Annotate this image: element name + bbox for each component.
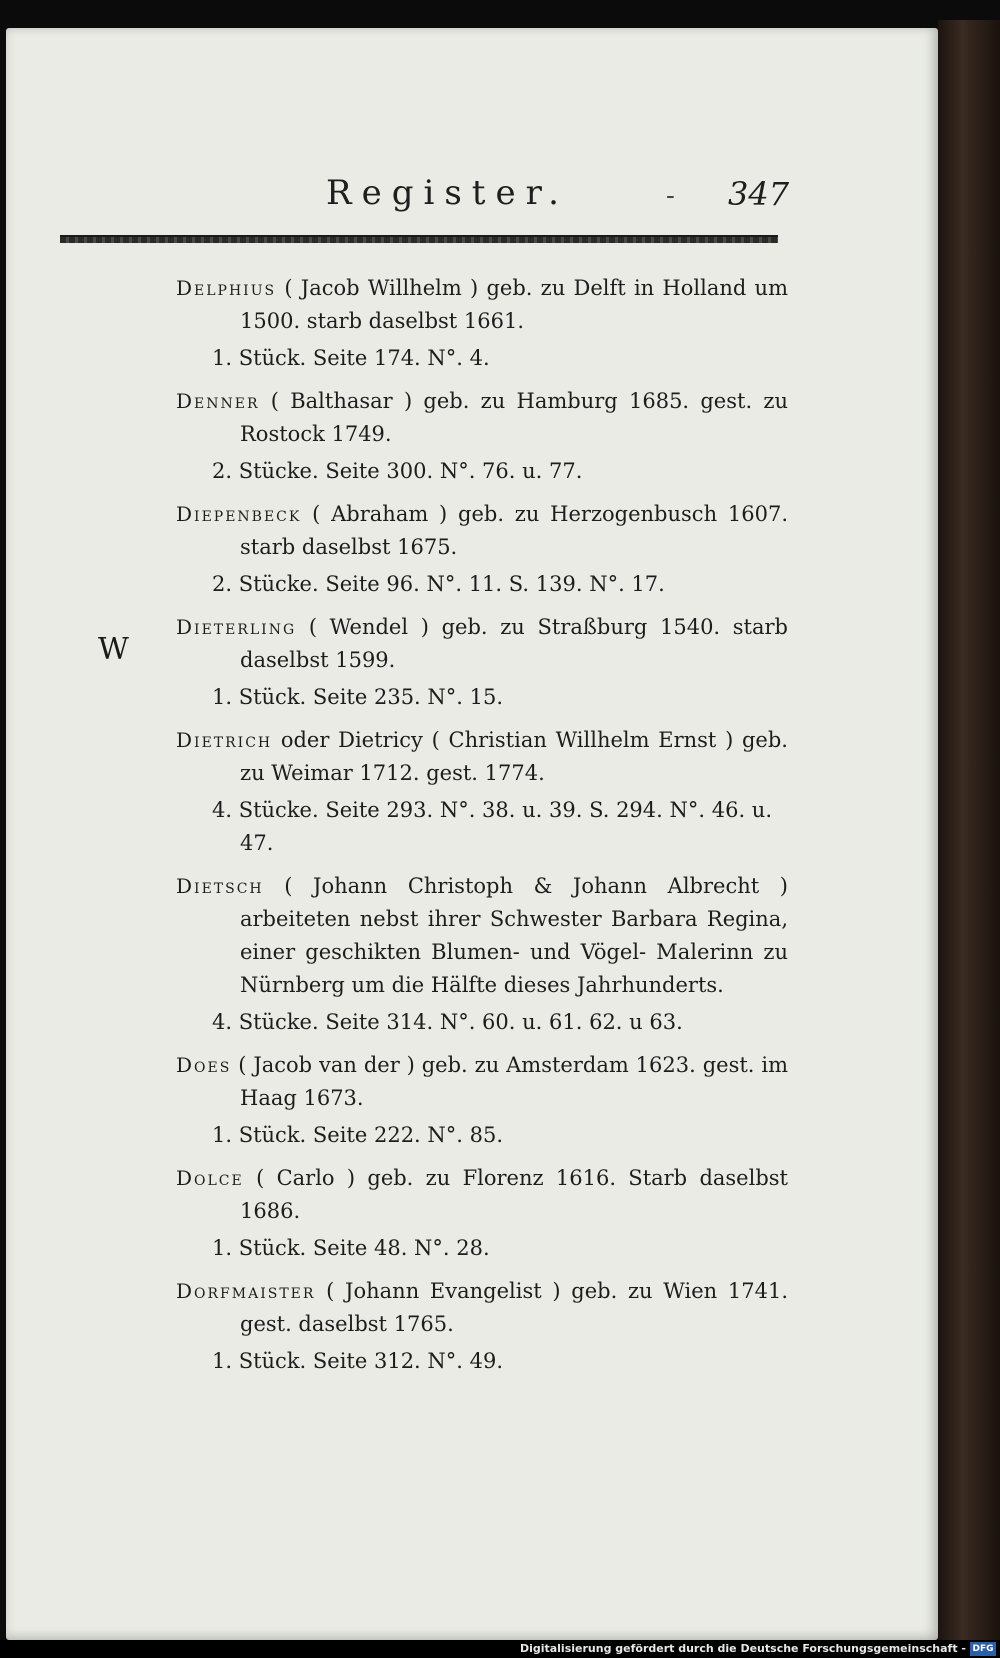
register-entry [176, 1162, 788, 1265]
entry-reference: 2. Stücke. Seite 96. N°. 11. S. 139. N°. 17. [212, 572, 665, 596]
entry-text [176, 272, 788, 338]
entry-reference: 1. Stück. Seite 222. N°. 85. [212, 1123, 504, 1147]
artist-details: ( Balthasar ) geb. zu Hamburg 1685. gest. zu Rostock 1749. [240, 389, 788, 446]
artist-details: ( Abraham ) geb. zu Herzogenbusch 1607. starb daselbst 1675. [240, 502, 788, 559]
artist-name: Dolce [176, 1166, 244, 1190]
artist-name: Delphius [176, 276, 277, 300]
artist-details: ( Jacob van der ) geb. zu Amsterdam 1623. gest. im Haag 1673. [238, 1053, 788, 1110]
register-entry [176, 498, 788, 601]
register-entry [176, 870, 788, 1039]
artist-details: ( Johann Evangelist ) geb. zu Wien 1741. gest. daselbst 1765. [240, 1279, 788, 1336]
artist-name: Denner [176, 389, 260, 413]
entry-text [176, 498, 788, 564]
entry-reference: 4. Stücke. Seite 293. N°. 38. u. 39. S. 294. N°. 46. u. 47. [212, 798, 772, 855]
book-page [6, 28, 938, 1640]
entry-reference: 2. Stücke. Seite 300. N°. 76. u. 77. [212, 459, 583, 483]
page-number: 347 [728, 175, 790, 213]
entry-text [176, 385, 788, 451]
footer-credit: Digitalisierung gefördert durch die Deutsche Forschungsgemeinschaft - [519, 1642, 966, 1655]
dfg-logo: DFG [970, 1642, 996, 1656]
entry-reference: 1. Stück. Seite 48. N°. 28. [212, 1236, 490, 1260]
entry-text [176, 1049, 788, 1115]
register-entry [176, 1275, 788, 1378]
register-entry [176, 385, 788, 488]
header-mark: - [666, 181, 675, 211]
entry-text [176, 1162, 788, 1228]
entry-reference: 1. Stück. Seite 174. N°. 4. [212, 346, 490, 370]
artist-name: Diepenbeck [176, 502, 302, 526]
book-spine [938, 20, 1000, 1640]
entry-reference: 4. Stücke. Seite 314. N°. 60. u. 61. 62. u 63. [212, 1010, 683, 1034]
artist-details: ( Jacob Willhelm ) geb. zu Delft in Holland um 1500. starb daselbst 1661. [240, 276, 788, 333]
running-title: Register. [326, 173, 569, 213]
margin-annotation: W [98, 632, 126, 667]
register-entry [176, 724, 788, 860]
entry-text [176, 1275, 788, 1341]
entry-text [176, 870, 788, 1002]
artist-name: Dietrich [176, 728, 273, 752]
artist-name: Dieterling [176, 615, 297, 639]
page-header [6, 173, 938, 233]
entry-text [176, 611, 788, 677]
register-entry [176, 272, 788, 375]
register-entry [176, 611, 788, 714]
entry-reference: 1. Stück. Seite 312. N°. 49. [212, 1349, 504, 1373]
artist-name: Dietsch [176, 874, 264, 898]
artist-details: ( Carlo ) geb. zu Florenz 1616. Starb daselbst 1686. [240, 1166, 788, 1223]
register-entries [176, 272, 788, 1388]
header-rule [60, 235, 778, 243]
artist-details: ( Johann Christoph & Johann Albrecht ) arbeiteten nebst ihrer Schwester Barbara Regina, einer geschikten Blumen- und Vögel- Malerinn zu Nürnberg um die Hälfte dieses Jahrhunderts. [240, 874, 788, 997]
artist-details: ( Wendel ) geb. zu Straßburg 1540. starb daselbst 1599. [240, 615, 788, 672]
artist-details: oder Dietricy ( Christian Willhelm Ernst ) geb. zu Weimar 1712. gest. 1774. [240, 728, 788, 785]
register-entry [176, 1049, 788, 1152]
entry-reference: 1. Stück. Seite 235. N°. 15. [212, 685, 504, 709]
entry-text [176, 724, 788, 790]
artist-name: Does [176, 1053, 232, 1077]
artist-name: Dorfmaister [176, 1279, 316, 1303]
